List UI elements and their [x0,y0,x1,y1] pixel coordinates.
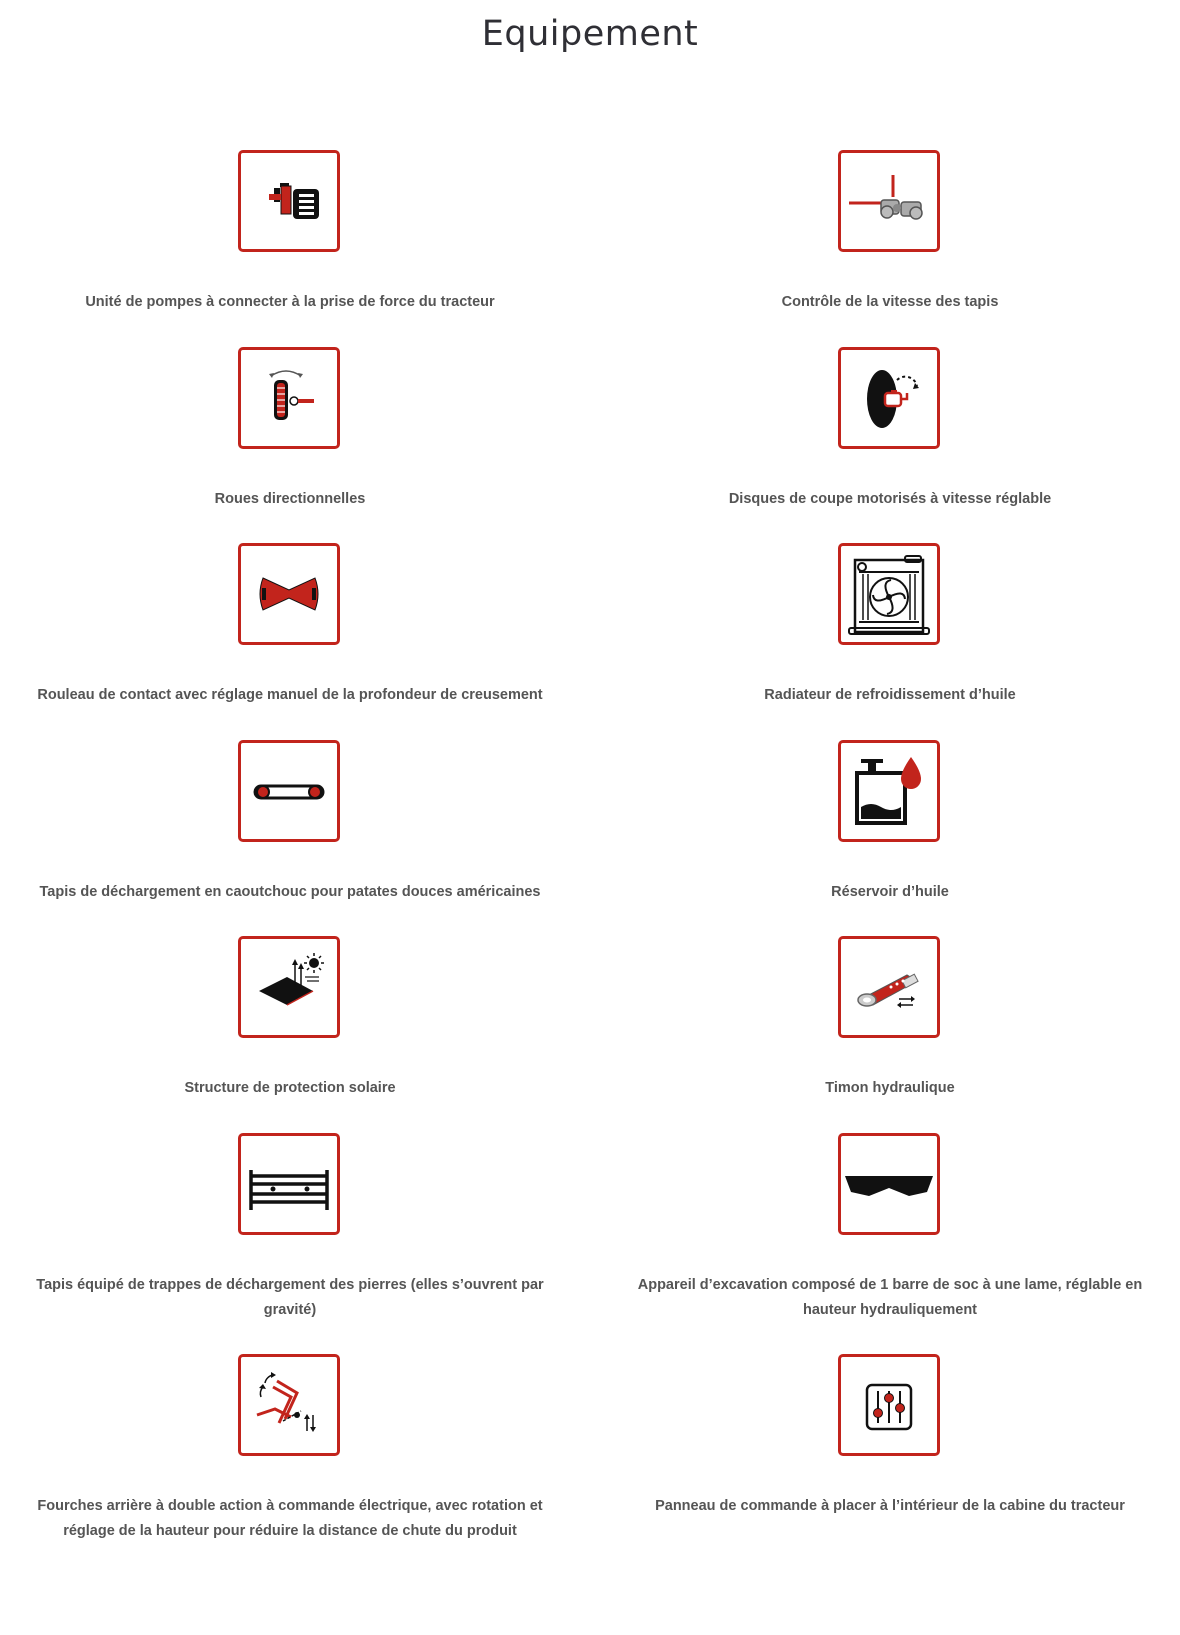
equipment-label: Unité de pompes à connecter à la prise de force du tracteur [85,294,495,310]
oil-radiator-icon [838,543,940,645]
equipment-label: Contrôle de la vitesse des tapis [781,294,999,310]
contact-roller-icon [238,543,340,645]
stone-trap-belt-icon [238,1133,340,1235]
pump-unit-icon [238,150,340,252]
equipment-label: Roues directionnelles [214,491,366,507]
hydraulic-drawbar-icon [838,936,940,1038]
motor-disc-icon [838,347,940,449]
steering-wheels-icon [238,347,340,449]
equipment-label: Fourches arrière à double action à commande électrique, avec rotation et réglage de la hauteur pour réduire la distance de chute du produit [37,1498,543,1539]
rear-forks-icon [238,1354,340,1456]
equipment-label: Réservoir d’huile [831,884,949,900]
sun-shade-icon [238,936,340,1038]
equipment-label: Panneau de commande à placer à l’intérieur de la cabine du tracteur [655,1498,1125,1514]
share-bar-icon [838,1133,940,1235]
equipment-label: Disques de coupe motorisés à vitesse réglable [728,491,1052,507]
equipment-label: Appareil d’excavation composé de 1 barre de soc à une lame, réglable en hauteur hydrauliquement [637,1277,1143,1318]
equipment-label: Radiateur de refroidissement d’huile [764,687,1016,703]
equipment-label: Rouleau de contact avec réglage manuel de la profondeur de creusement [37,687,543,703]
equipment-label: Tapis de déchargement en caoutchouc pour patates douces américaines [39,884,541,900]
equipment-label: Tapis équipé de trappes de déchargement des pierres (elles s’ouvrent par gravité) [36,1277,544,1318]
equipment-label: Timon hydraulique [825,1080,955,1096]
rubber-belt-icon [238,740,340,842]
oil-tank-icon [838,740,940,842]
control-panel-icon [838,1354,940,1456]
speed-control-valve-icon [838,150,940,252]
page-title: Equipement [481,14,699,54]
equipment-label: Structure de protection solaire [184,1080,396,1096]
